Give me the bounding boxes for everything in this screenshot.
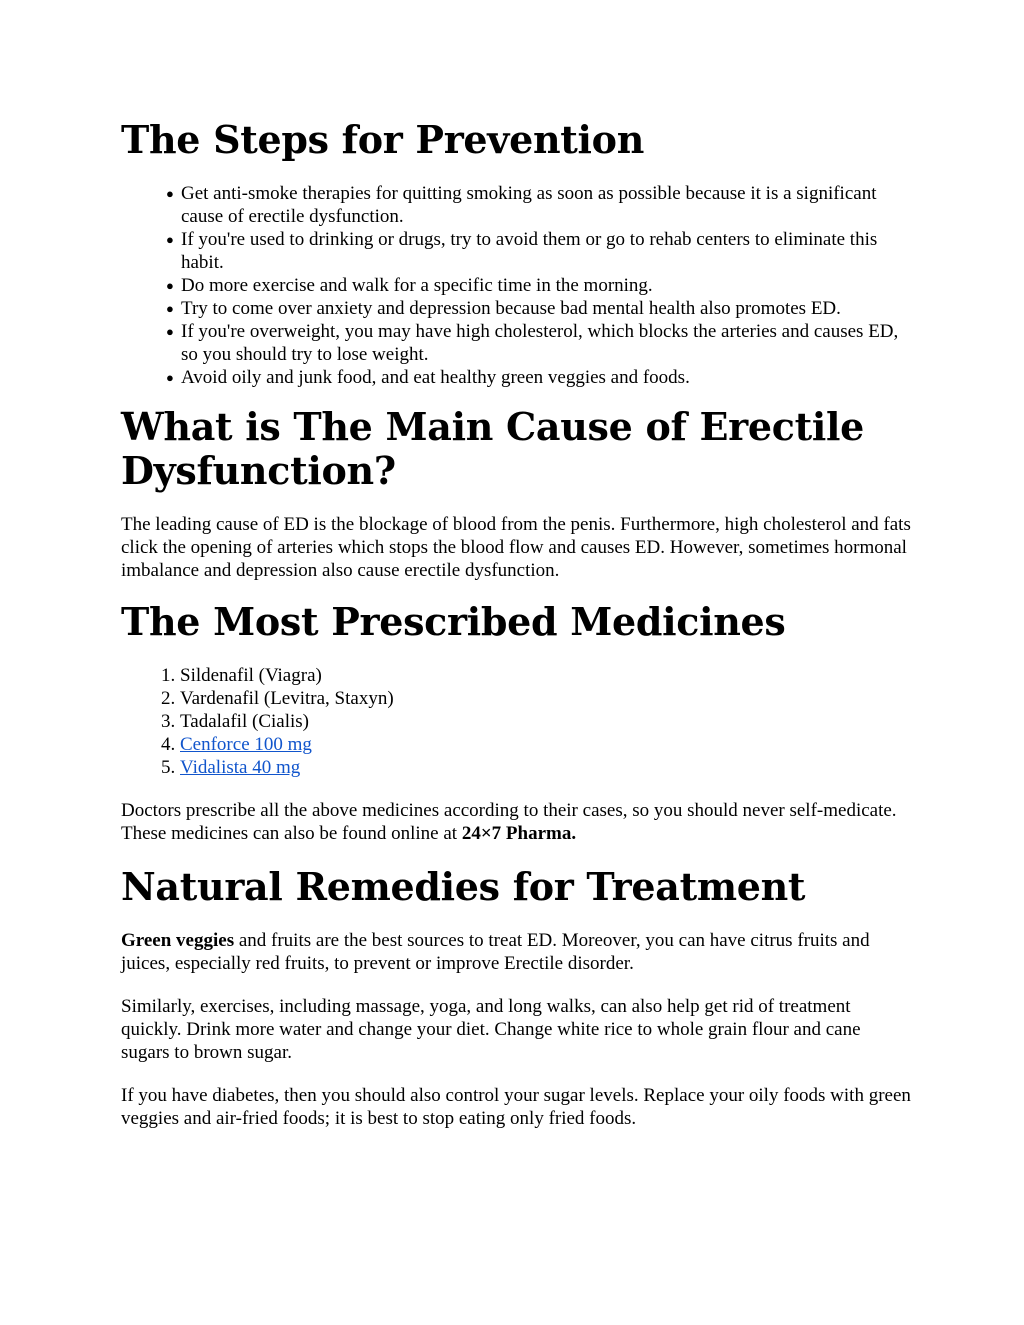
cenforce-link[interactable]: Cenforce 100 mg (180, 734, 312, 755)
list-item: ● Avoid oily and junk food, and eat healthy green veggies and foods. (166, 367, 690, 388)
heading-medicines: The Most Prescribed Medicines (121, 599, 786, 644)
list-item: ● Get anti-smoke therapies for quitting smoking as soon as possible because it is a significant cause of erectile dysfunction. (166, 183, 877, 227)
remedies-paragraph-2: Similarly, exercises, including massage, yoga, and long walks, can also help get rid of treatment quickly. Drink more water and change your diet. Change white rice to whole grain flour and cane sugars to brown sugar. (121, 996, 861, 1063)
pharma-name: 24×7 Pharma. (461, 823, 577, 844)
bullet-icon: ● (166, 370, 174, 385)
medicines-list (121, 664, 911, 779)
vidalista-link[interactable]: Vidalista 40 mg (180, 757, 301, 778)
list-item (180, 733, 911, 756)
bullet-icon: ● (166, 324, 174, 339)
prevention-list (121, 182, 911, 389)
bullet-icon: ● (166, 278, 174, 293)
document-page (121, 118, 911, 1130)
bullet-icon: ● (166, 232, 174, 247)
bullet-icon: ● (166, 186, 174, 201)
list-item: ● Try to come over anxiety and depression because bad mental health also promotes ED. (166, 298, 841, 319)
heading-prevention: The Steps for Prevention (121, 117, 645, 162)
cause-paragraph: The leading cause of ED is the blockage of blood from the penis. Furthermore, high cholesterol and fats click the opening of arteries which stops the blood flow and causes ED. However, sometimes hormonal imbalance and depression also cause erectile dysfunction. (121, 514, 911, 581)
heading-natural-remedies: Natural Remedies for Treatment (121, 864, 806, 909)
bullet-icon: ● (166, 301, 174, 316)
list-item: 1. Sildenafil (Viagra) (180, 664, 911, 687)
remedies-paragraph-1: Green veggies and fruits are the best sources to treat ED. Moreover, you can have citrus fruits and juices, especially red fruits, to prevent or improve Erectile disorder. (121, 930, 870, 974)
list-item: ● Do more exercise and walk for a specific time in the morning. (166, 275, 653, 296)
list-item: ● If you're overweight, you may have high cholesterol, which blocks the arteries and causes ED, so you should try to lose weight. (166, 321, 899, 365)
list-item: 3. Tadalafil (Cialis) (180, 710, 911, 733)
list-item: 2. Vardenafil (Levitra, Staxyn) (180, 687, 911, 710)
remedies-paragraph-3: If you have diabetes, then you should also control your sugar levels. Replace your oily foods with green veggies and air-fried foods; it is best to stop eating only fried foods. (121, 1085, 911, 1129)
heading-main-cause: What is The Main Cause of Erectile Dysfunction? (121, 404, 864, 493)
list-item: ● If you're used to drinking or drugs, try to avoid them or go to rehab centers to eliminate this habit. (166, 229, 878, 273)
list-item (180, 756, 911, 779)
medicines-note: Doctors prescribe all the above medicines according to their cases, so you should never self-medicate. These medicines can also be found online at 24×7 Pharma. (121, 800, 897, 844)
